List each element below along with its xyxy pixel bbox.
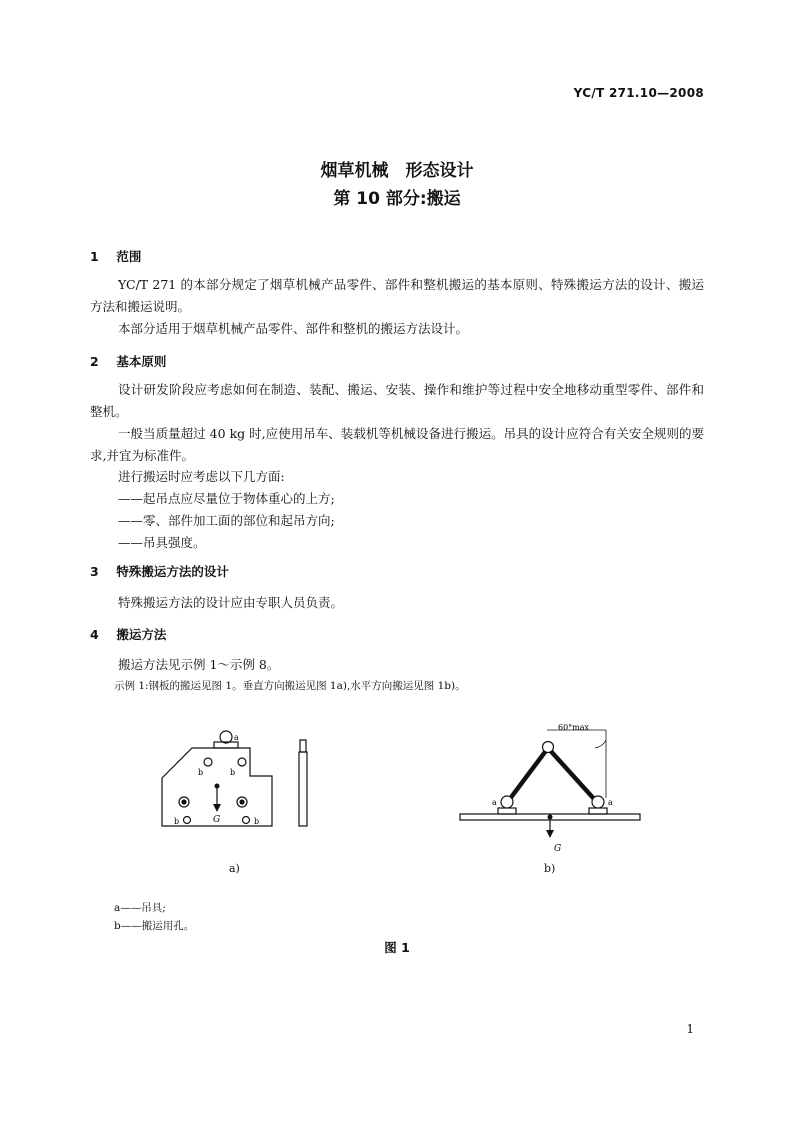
angle-label: 60°max bbox=[558, 723, 590, 732]
section-heading-4: 4 搬运方法 bbox=[90, 627, 167, 642]
label-a: a bbox=[234, 733, 239, 742]
label-G: G bbox=[213, 815, 221, 825]
sling-left bbox=[509, 748, 548, 800]
lifting-ring-right bbox=[592, 796, 604, 808]
handling-hole bbox=[238, 758, 246, 766]
plate-side-view bbox=[299, 752, 307, 826]
section-heading-1: 1 范围 bbox=[90, 249, 142, 264]
section-heading-2: 2 基本原则 bbox=[90, 354, 167, 369]
label-b: b bbox=[230, 768, 236, 777]
section-1-paragraph-2: 本部分适用于烟草机械产品零件、部件和整机的搬运方法设计。 bbox=[118, 321, 469, 336]
list-item: ——零、部件加工面的部位和起吊方向; bbox=[118, 513, 335, 528]
example-note: 示例 1:钢板的搬运见图 1。垂直方向搬运见图 1a),水平方向搬运见图 1b)。 bbox=[114, 680, 466, 692]
list-item: ——吊具强度。 bbox=[118, 535, 206, 550]
handling-hole bbox=[204, 758, 212, 766]
legend-item-b: b——搬运用孔。 bbox=[114, 920, 195, 932]
list-item: ——起吊点应尽量位于物体重心的上方; bbox=[118, 491, 335, 506]
figure-caption: 图 1 bbox=[384, 940, 410, 955]
subfigure-a-label: a) bbox=[229, 862, 240, 875]
section-3-paragraph-1: 特殊搬运方法的设计应由专职人员负责。 bbox=[118, 595, 344, 610]
document-title: 烟草机械 形态设计 bbox=[320, 161, 474, 181]
section-4-paragraph-1: 搬运方法见示例 1～示例 8。 bbox=[118, 657, 280, 672]
label-G: G bbox=[554, 844, 562, 854]
angle-arc bbox=[595, 740, 606, 748]
handling-hole bbox=[243, 817, 250, 824]
section-heading-3: 3 特殊搬运方法的设计 bbox=[90, 564, 229, 579]
hook-top bbox=[543, 742, 554, 753]
label-b: b bbox=[254, 817, 260, 826]
label-a: a bbox=[492, 798, 497, 807]
lifting-ring-left bbox=[501, 796, 513, 808]
handling-hole bbox=[184, 817, 191, 824]
standard-code: YC/T 271.10—2008 bbox=[573, 86, 704, 100]
lug-left bbox=[498, 808, 516, 814]
lifting-ring bbox=[220, 731, 232, 743]
section-1-paragraph-1: YC/T 271 的本部分规定了烟草机械产品零件、部件和整机搬运的基本原则、特殊搬运方法的设计、搬运方法和搬运说明。 bbox=[90, 277, 704, 314]
figure-1a-drawing bbox=[150, 728, 330, 838]
legend-item-a: a——吊具; bbox=[114, 902, 166, 914]
sling-right bbox=[548, 748, 595, 800]
label-a: a bbox=[608, 798, 613, 807]
label-b: b bbox=[198, 768, 204, 777]
label-b: b bbox=[174, 817, 180, 826]
subfigure-b-label: b) bbox=[544, 862, 556, 875]
section-2-paragraph-1: 设计研发阶段应考虑如何在制造、装配、搬运、安装、操作和维护等过程中安全地移动重型零件、部件和整机。 bbox=[90, 382, 704, 419]
figure-1b-drawing bbox=[455, 718, 645, 858]
page-number: 1 bbox=[686, 1022, 694, 1036]
lug-right bbox=[589, 808, 607, 814]
section-2-paragraph-3: 进行搬运时应考虑以下几方面: bbox=[118, 469, 285, 484]
document-subtitle: 第 10 部分:搬运 bbox=[333, 189, 461, 209]
section-2-paragraph-2: 一般当质量超过 40 kg 时,应使用吊车、装载机等机械设备进行搬运。吊具的设计应符合有关安全规则的要求,并宜为标准件。 bbox=[90, 426, 704, 463]
